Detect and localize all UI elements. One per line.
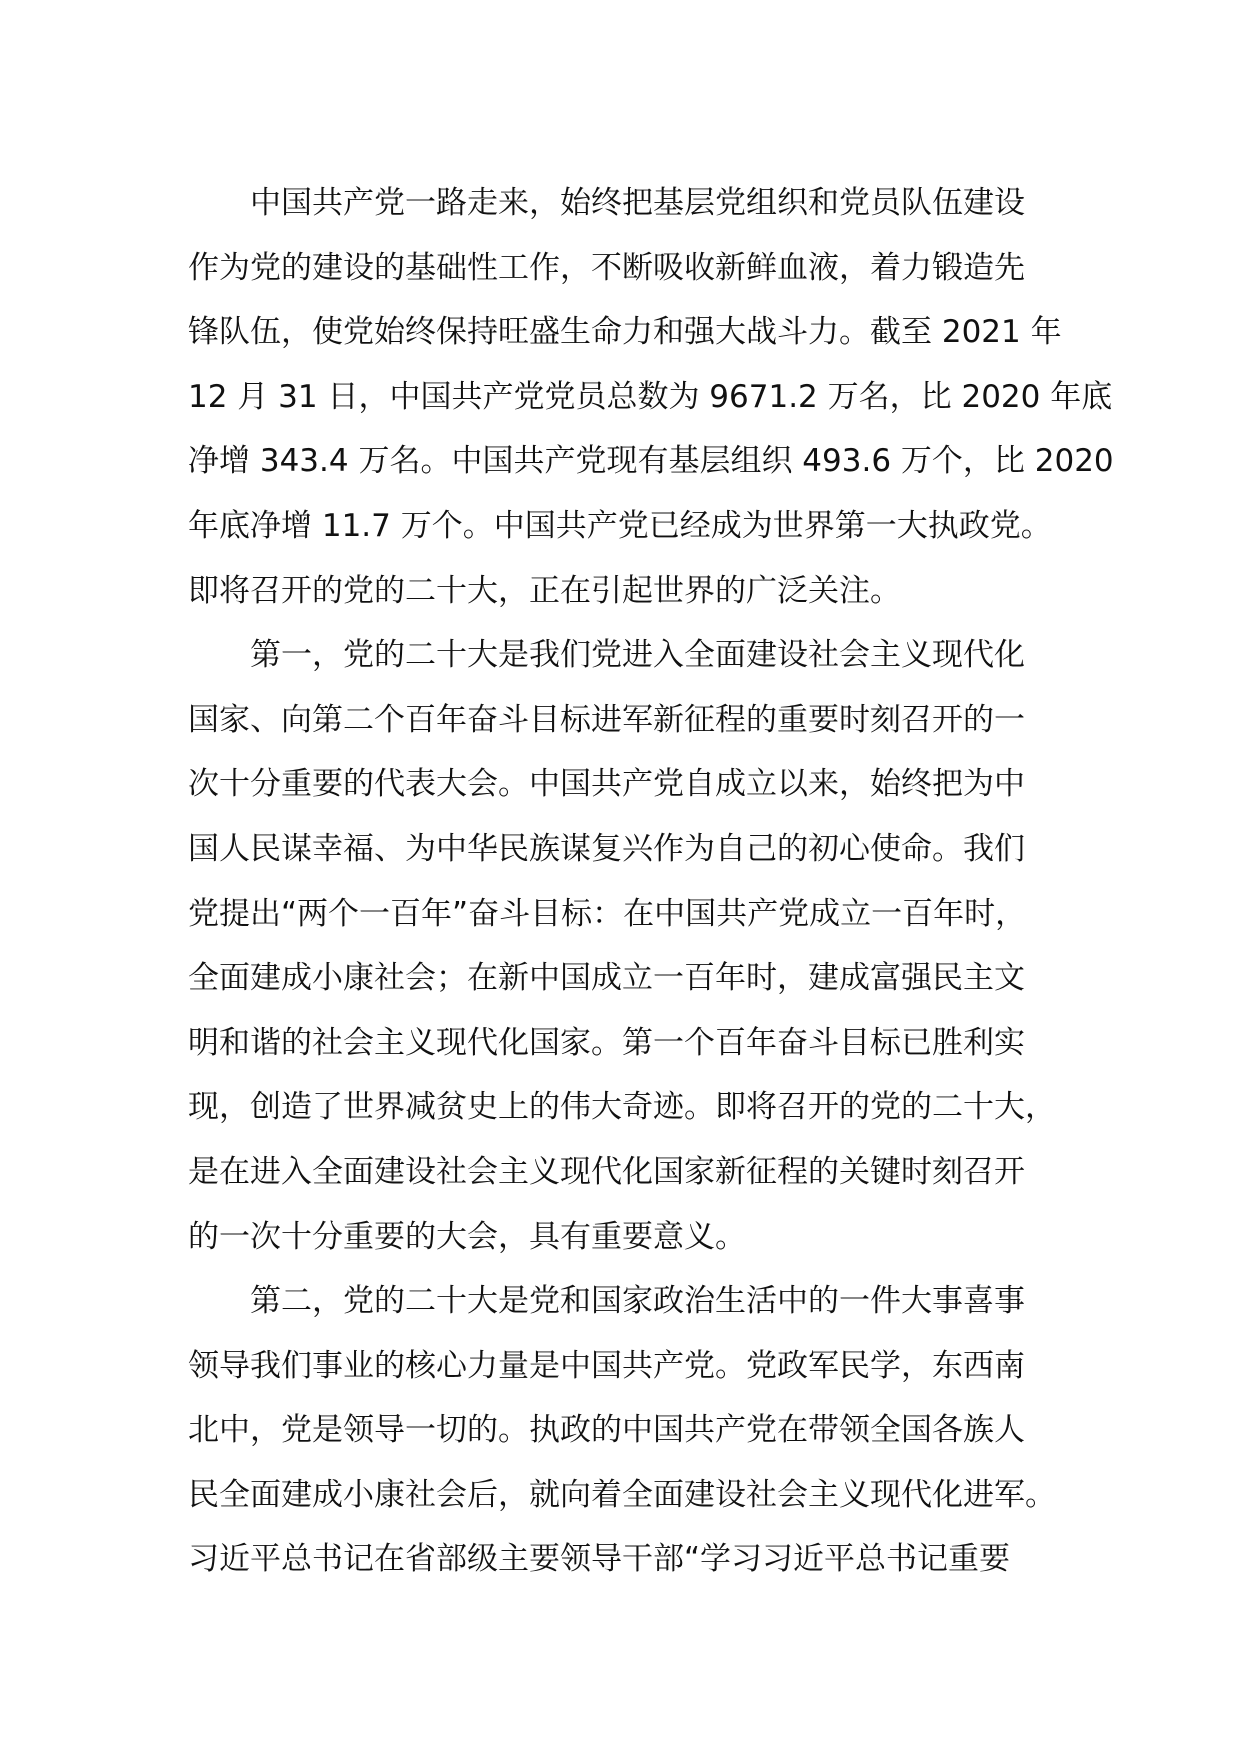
paragraph-1-line: 12 月 31 日，中国共产党党员总数为 9671.2 万名，比 2020 年底 xyxy=(188,378,1113,415)
paragraph-1-line: 净增 343.4 万名。中国共产党现有基层组织 493.6 万个，比 2020 xyxy=(188,443,1114,480)
paragraph-2-line: 现，创造了世界减贫史上的伟大奇迹。即将召开的党的二十大， xyxy=(188,1089,1056,1126)
paragraph-1-line: 即将召开的党的二十大，正在引起世界的广泛关注。 xyxy=(188,572,901,609)
paragraph-2-line: 国人民谋幸福、为中华民族谋复兴作为自己的初心使命。我们 xyxy=(188,830,1025,867)
paragraph-2-line: 全面建成小康社会；在新中国成立一百年时，建成富强民主文 xyxy=(188,960,1025,997)
paragraph-2-line: 国家、向第二个百年奋斗目标进军新征程的重要时刻召开的一 xyxy=(188,701,1025,738)
paragraph-1-line: 作为党的建设的基础性工作，不断吸收新鲜血液，着力锻造先 xyxy=(188,249,1025,286)
paragraph-2-line: 第一，党的二十大是我们党进入全面建设社会主义现代化 xyxy=(250,637,1025,674)
paragraph-3-line: 北中，党是领导一切的。执政的中国共产党在带领全国各族人 xyxy=(188,1412,1025,1449)
paragraph-3-line: 第二，党的二十大是党和国家政治生活中的一件大事喜事 xyxy=(250,1283,1025,1320)
paragraph-1-line: 年底净增 11.7 万个。中国共产党已经成为世界第一大执政党。 xyxy=(188,507,1052,544)
paragraph-2-line: 是在进入全面建设社会主义现代化国家新征程的关键时刻召开 xyxy=(188,1153,1025,1190)
paragraph-3-line: 习近平总书记在省部级主要领导干部“学习习近平总书记重要 xyxy=(188,1541,1011,1578)
paragraph-2-line: 次十分重要的代表大会。中国共产党自成立以来，始终把为中 xyxy=(188,766,1025,803)
paragraph-2-line: 明和谐的社会主义现代化国家。第一个百年奋斗目标已胜利实 xyxy=(188,1024,1025,1061)
paragraph-1-line: 锋队伍，使党始终保持旺盛生命力和强大战斗力。截至 2021 年 xyxy=(188,314,1062,351)
paragraph-2-line: 的一次十分重要的大会，具有重要意义。 xyxy=(188,1218,746,1255)
paragraph-3-line: 领导我们事业的核心力量是中国共产党。党政军民学，东西南 xyxy=(188,1347,1025,1384)
paragraph-3-line: 民全面建成小康社会后，就向着全面建设社会主义现代化进军。 xyxy=(188,1476,1056,1513)
paragraph-2-line: 党提出“两个一百年”奋斗目标：在中国共产党成立一百年时， xyxy=(188,895,1027,932)
paragraph-1-line: 中国共产党一路走来，始终把基层党组织和党员队伍建设 xyxy=(250,185,1025,221)
body-text xyxy=(188,171,1114,1592)
